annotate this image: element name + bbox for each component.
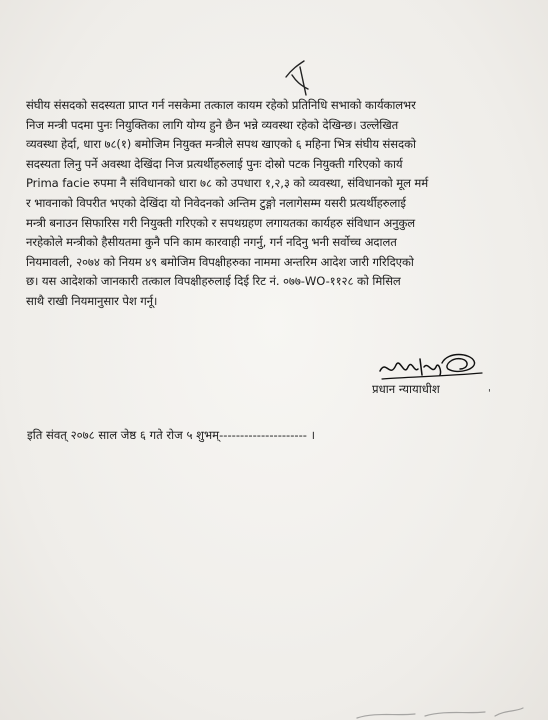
- paragraph-line: Prima facie रुपमा नै संविधानको धारा ७८ को उपधारा १,२,३ को व्यवस्था, संविधानको मूल मर्म: [26, 176, 429, 191]
- paragraph-line: निज मन्त्री पदमा पुनः नियुक्तिका लागि योग्य हुने छैन भन्ने व्यवस्था रहेको देखिन्छ। उल्लेखित: [26, 117, 399, 132]
- handwritten-mark: [282, 55, 314, 99]
- paragraph-line: साथै राखी नियमानुसार पेश गर्नू।: [26, 293, 158, 308]
- tick-mark: ': [488, 388, 491, 399]
- paragraph-line: सदस्यता लिनु पर्ने अवस्था देखिंदा निज प्रत्यर्थीहरुलाई पुनः दोस्रो पटक नियुक्ती गरिएको कार्य: [26, 156, 403, 171]
- paragraph-line: संघीय संसदको सदस्यता प्राप्त गर्न नसकेमा तत्काल कायम रहेको प्रतिनिधि सभाको कार्यकालभर: [26, 98, 416, 112]
- date-line: इति संवत् २०७८ साल जेष्ठ ६ गते रोज ५ शुभम्--------------------- ।: [27, 428, 316, 442]
- paragraph-line: नरहेकोले मन्त्रीको हैसीयतमा कुनै पनि काम कारवाही नगर्नु, गर्न नदिनु भनी सर्वोच्च अदालत: [26, 235, 397, 250]
- signatory-title: प्रधान न्यायाधीश: [372, 382, 440, 396]
- bottom-scrawl-mark: [355, 702, 525, 720]
- paragraph-line: व्यवस्था हेर्दा, धारा ७८(१) बमोजिम नियुक्त मन्त्रीले सपथ खाएको ६ महिना भित्र संघीय संसदको: [26, 137, 416, 152]
- paragraph-line: र भावनाको विपरीत भएको देखिंदा यो निवेदनको अन्तिम टुङ्गो नलागेसम्म यसरी प्रत्यर्थीहरुलाई: [26, 195, 406, 210]
- paragraph-line: नियमावली, २०७४ को नियम ४९ बमोजिम विपक्षीहरुका नाममा अन्तरिम आदेश जारी गरिदिएको: [26, 254, 414, 269]
- paragraph-line: छ। यस आदेशको जानकारी तत्काल विपक्षीहरुलाई दिई रिट नं. ०७७-WO-११२८ को मिसिल: [26, 274, 401, 289]
- paragraph-line: मन्त्री बनाउन सिफारिस गरी नियुक्ती गरिएको र सपथग्रहण लगायतका कार्यहरु संविधान अनुकुल: [26, 215, 416, 230]
- order-paragraph: [26, 96, 534, 312]
